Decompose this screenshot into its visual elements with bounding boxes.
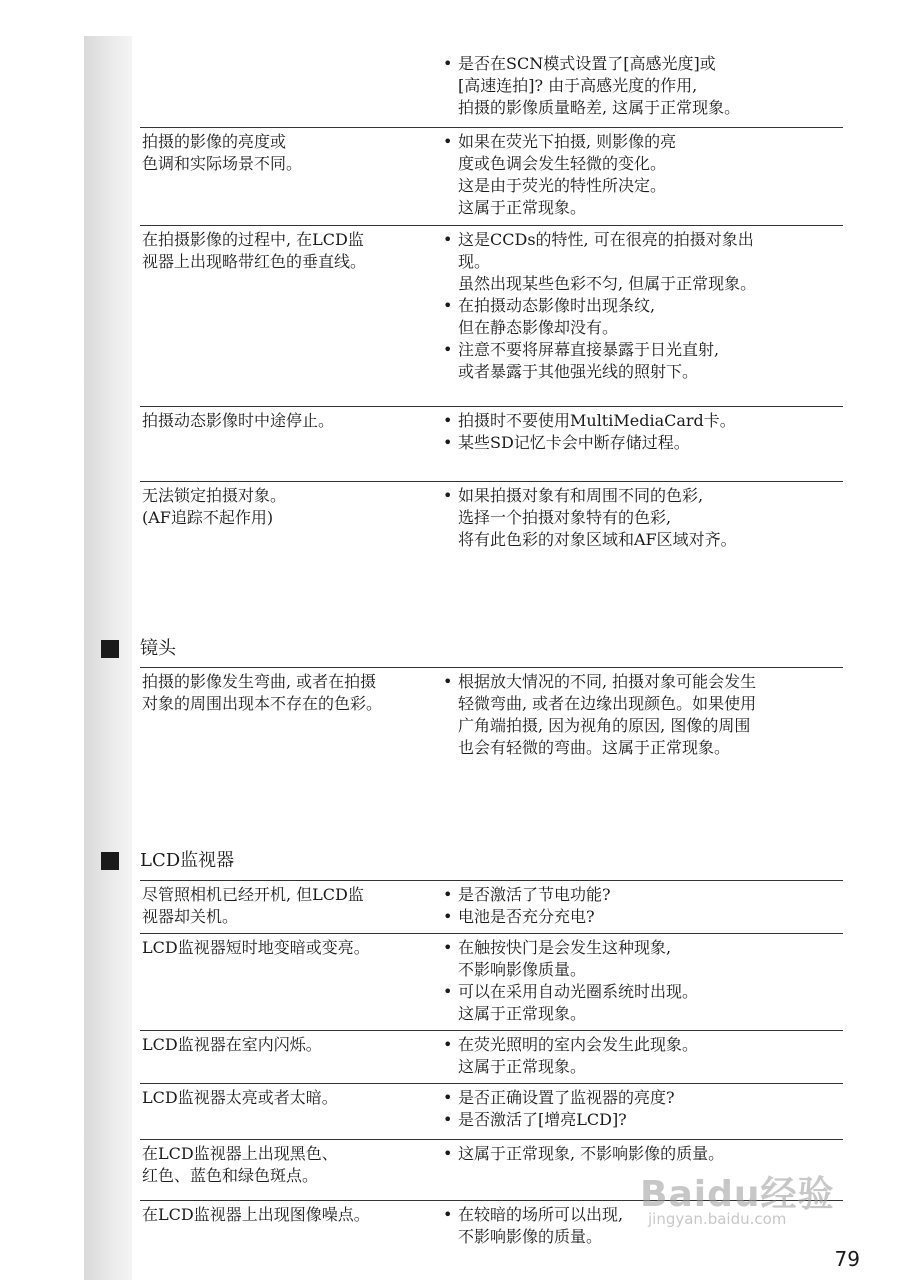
symptom-text: LCD监视器在室内闪烁。	[142, 1035, 322, 1054]
table-row	[140, 50, 843, 126]
watermark	[640, 1166, 860, 1236]
causes	[440, 229, 845, 383]
cause-item: • 是否激活了[增亮LCD]?	[440, 1109, 845, 1131]
page-number: 79	[834, 1247, 860, 1271]
causes	[440, 937, 845, 1025]
square-bullet-icon	[101, 852, 119, 870]
cause-item: • 可以在采用自动光圈系统时出现。 这属于正常现象。	[440, 981, 845, 1025]
causes	[440, 671, 845, 759]
cause-item: • 在拍摄动态影像时出现条纹, 但在静态影像却没有。	[440, 295, 845, 339]
symptom-text: LCD监视器太亮或者太暗。	[142, 1088, 338, 1107]
table-row	[140, 481, 843, 572]
symptom-text: 拍摄动态影像时中途停止。	[142, 411, 335, 430]
cause-item: • 在触按快门是会发生这种现象, 不影响影像质量。	[440, 937, 845, 981]
symptom-text: LCD监视器短时地变暗或变亮。	[142, 938, 370, 957]
cause-item: • 是否激活了节电功能?	[440, 884, 845, 906]
section-title: 镜头	[140, 638, 176, 659]
causes	[440, 1143, 845, 1165]
table-row	[140, 1030, 843, 1083]
causes	[440, 131, 845, 219]
section-title: LCD监视器	[140, 850, 235, 871]
square-bullet-icon	[101, 640, 119, 658]
cause-item: • 如果在荧光下拍摄, 则影像的亮 度或色调会发生轻微的变化。 这是由于荧光的特性所决定。 这属于正常现象。	[440, 131, 845, 219]
cause-item: • 在较暗的场所可以出现, 不影响影像的质量。	[440, 1204, 845, 1248]
causes	[440, 1034, 845, 1078]
cause-item: • 是否在SCN模式设置了[高感光度]或 [高速连拍]? 由于高感光度的作用, 拍摄的影像质量略差, 这属于正常现象。	[440, 53, 845, 119]
symptom-text: 在LCD监视器上出现黑色、 红色、蓝色和绿色斑点。	[142, 1144, 338, 1185]
cause-item: • 这是CCDs的特性, 可在很亮的拍摄对象出 现。 虽然出现某些色彩不匀, 但属于正常现象。	[440, 229, 845, 295]
cause-item: • 某些SD记忆卡会中断存储过程。	[440, 432, 845, 454]
symptom-text: 拍摄的影像的亮度或 色调和实际场景不同。	[142, 132, 303, 173]
cause-item: • 电池是否充分充电?	[440, 906, 845, 928]
cause-item: • 是否正确设置了监视器的亮度?	[440, 1087, 845, 1109]
causes	[440, 410, 845, 454]
cause-item: • 如果拍摄对象有和周围不同的色彩, 选择一个拍摄对象特有的色彩, 将有此色彩的对象区域和AF区域对齐。	[440, 485, 845, 551]
causes	[440, 485, 845, 551]
symptom-text: 尽管照相机已经开机, 但LCD监 视器却关机。	[142, 885, 364, 926]
watermark-url: jingyan.baidu.com	[648, 1210, 787, 1228]
table-row	[140, 406, 843, 481]
table-row	[140, 1083, 843, 1139]
table-row	[140, 225, 843, 406]
cause-item: • 拍摄时不要使用MultiMediaCard卡。	[440, 410, 845, 432]
table-row	[140, 880, 843, 933]
cause-item: • 根据放大情况的不同, 拍摄对象可能会发生 轻微弯曲, 或者在边缘出现颜色。如果使用 广角端拍摄, 因为视角的原因, 图像的周围 也会有轻微的弯曲。这属于正常现象。	[440, 671, 845, 759]
table-row	[140, 127, 843, 225]
cause-item: • 注意不要将屏幕直接暴露于日光直射, 或者暴露于其他强光线的照射下。	[440, 339, 845, 383]
causes	[440, 53, 845, 119]
cause-item: • 在荧光照明的室内会发生此现象。 这属于正常现象。	[440, 1034, 845, 1078]
symptom-text: 在LCD监视器上出现图像噪点。	[142, 1205, 370, 1224]
symptom-text: 拍摄的影像发生弯曲, 或者在拍摄 对象的周围出现本不存在的色彩。	[142, 672, 383, 713]
watermark-brand: Baidu经验	[640, 1174, 835, 1215]
table-row	[140, 667, 843, 768]
causes	[440, 1087, 845, 1131]
table-row	[140, 933, 843, 1030]
symptom-text: 无法锁定拍摄对象。 (AF追踪不起作用)	[142, 486, 287, 527]
cause-item: • 这属于正常现象, 不影响影像的质量。	[440, 1143, 845, 1165]
symptom-text: 在拍摄影像的过程中, 在LCD监 视器上出现略带红色的垂直线。	[142, 230, 367, 271]
causes	[440, 884, 845, 928]
